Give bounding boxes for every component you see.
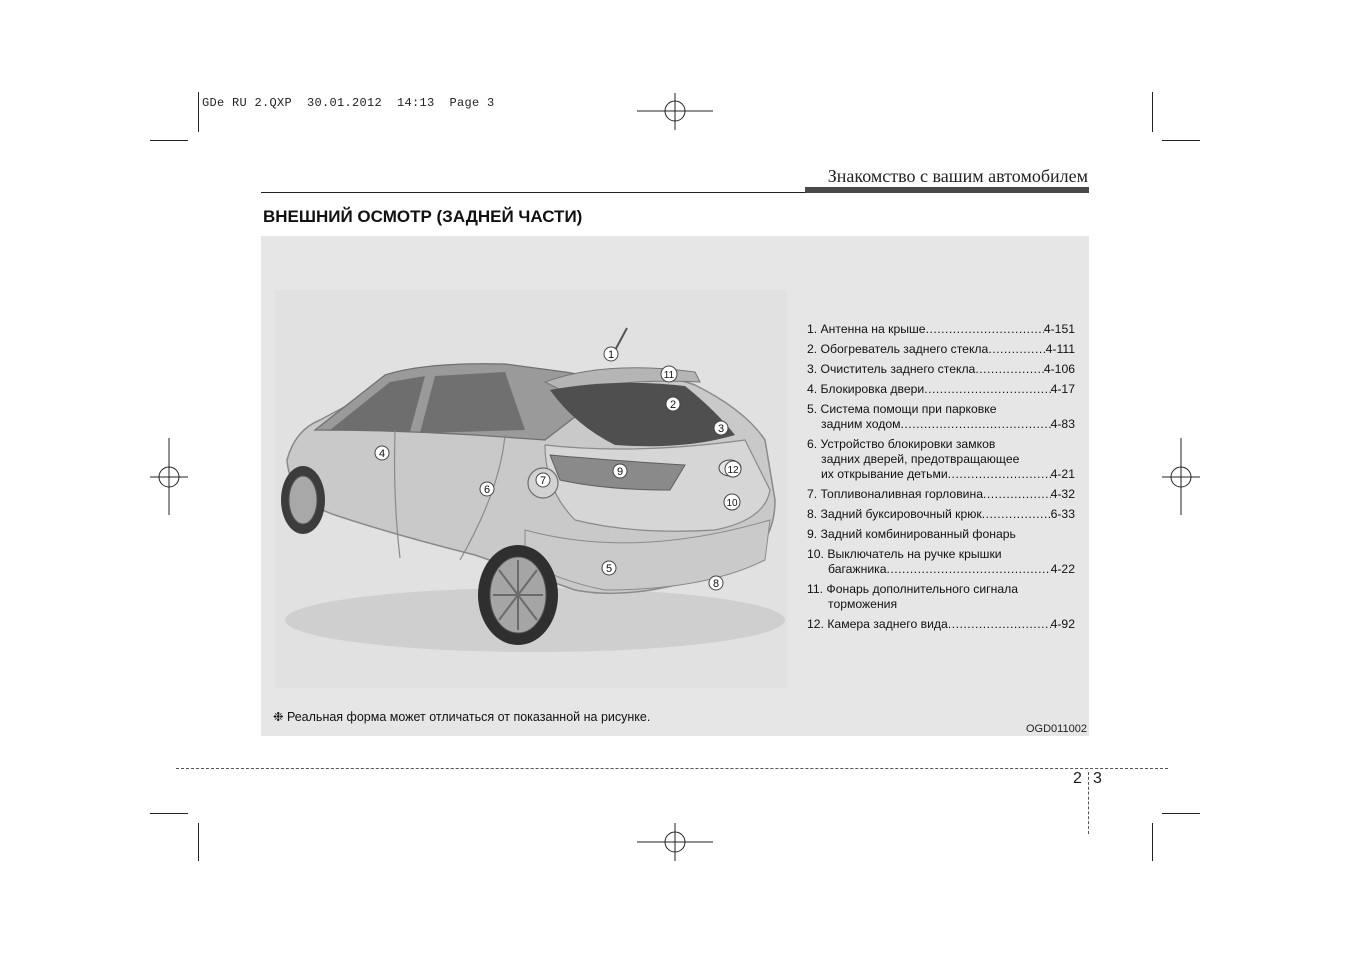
legend-item: 7. Топливоналивная горловина ..... 4-32 (807, 487, 1075, 502)
svg-text:6: 6 (483, 484, 491, 496)
legend-item: 11. Фонарь дополнительного сигнала торможения (807, 582, 1019, 611)
illustration-note: ❉ Реальная форма может отличаться от показанной на рисунке. (273, 710, 651, 724)
header-rule (261, 192, 805, 193)
svg-text:12: 12 (727, 465, 739, 476)
callout-11 (661, 366, 677, 382)
legend-item: 1. Антенна на крыше ..... 4-151 (807, 322, 1075, 337)
callout-2 (666, 397, 680, 411)
svg-text:10: 10 (726, 498, 738, 509)
header-accent-bar (805, 187, 1089, 193)
svg-text:11: 11 (663, 370, 675, 381)
legend-item: 9. Задний комбинированный фонарь (807, 527, 1016, 541)
svg-text:4: 4 (378, 448, 386, 460)
svg-text:7: 7 (539, 475, 547, 487)
legend-item: 4. Блокировка двери ..... 4-17 (807, 382, 1075, 397)
callout-7 (536, 473, 550, 487)
section-title: ВНЕШНИЙ ОСМОТР (ЗАДНЕЙ ЧАСТИ) (263, 207, 583, 226)
callout-3 (714, 421, 728, 435)
legend-item: 2. Обогреватель заднего стекла ..... 4-111 (807, 342, 1075, 357)
image-code: OGD011002 (1026, 723, 1087, 735)
callout-6 (480, 482, 494, 496)
callout-12 (725, 461, 741, 477)
svg-text:8: 8 (712, 578, 720, 590)
legend-item: 3. Очиститель заднего стекла ..... 4-106 (807, 362, 1075, 377)
svg-text:2: 2 (669, 399, 677, 411)
car-rear-illustration (275, 290, 787, 688)
svg-text:3: 3 (717, 423, 725, 435)
page-number-chapter: 2 (1073, 770, 1082, 787)
footer-dashed-rule (176, 768, 1168, 769)
callout-8 (709, 576, 723, 590)
callout-5 (602, 561, 616, 575)
svg-text:5: 5 (605, 563, 613, 575)
callout-4 (375, 446, 389, 460)
page-number-separator (1088, 772, 1089, 834)
callout-9 (613, 464, 627, 478)
legend-item: 10. Выключатель на ручке крышки багажника ..... 4-22 (807, 547, 1075, 577)
callout-1 (604, 347, 618, 361)
print-slug: GDe RU 2.QXP 30.01.2012 14:13 Page 3 (202, 96, 495, 110)
chapter-title: Знакомство с вашим автомобилем (827, 166, 1088, 186)
callout-10 (724, 494, 740, 510)
svg-text:9: 9 (616, 466, 624, 478)
svg-text:1: 1 (607, 349, 615, 361)
legend-item: 12. Камера заднего вида ..... 4-92 (807, 617, 1075, 632)
parts-legend (807, 322, 1075, 637)
legend-item: 8. Задний буксировочный крюк ..... 6-33 (807, 507, 1075, 522)
legend-item: 5. Система помощи при парковке задним ходом ..... 4-83 (807, 402, 1075, 432)
page-number: 3 (1093, 770, 1102, 787)
legend-item: 6. Устройство блокировки замков задних дверей, предотвращающее их открывание детьми ..... 4-21 (807, 437, 1075, 482)
